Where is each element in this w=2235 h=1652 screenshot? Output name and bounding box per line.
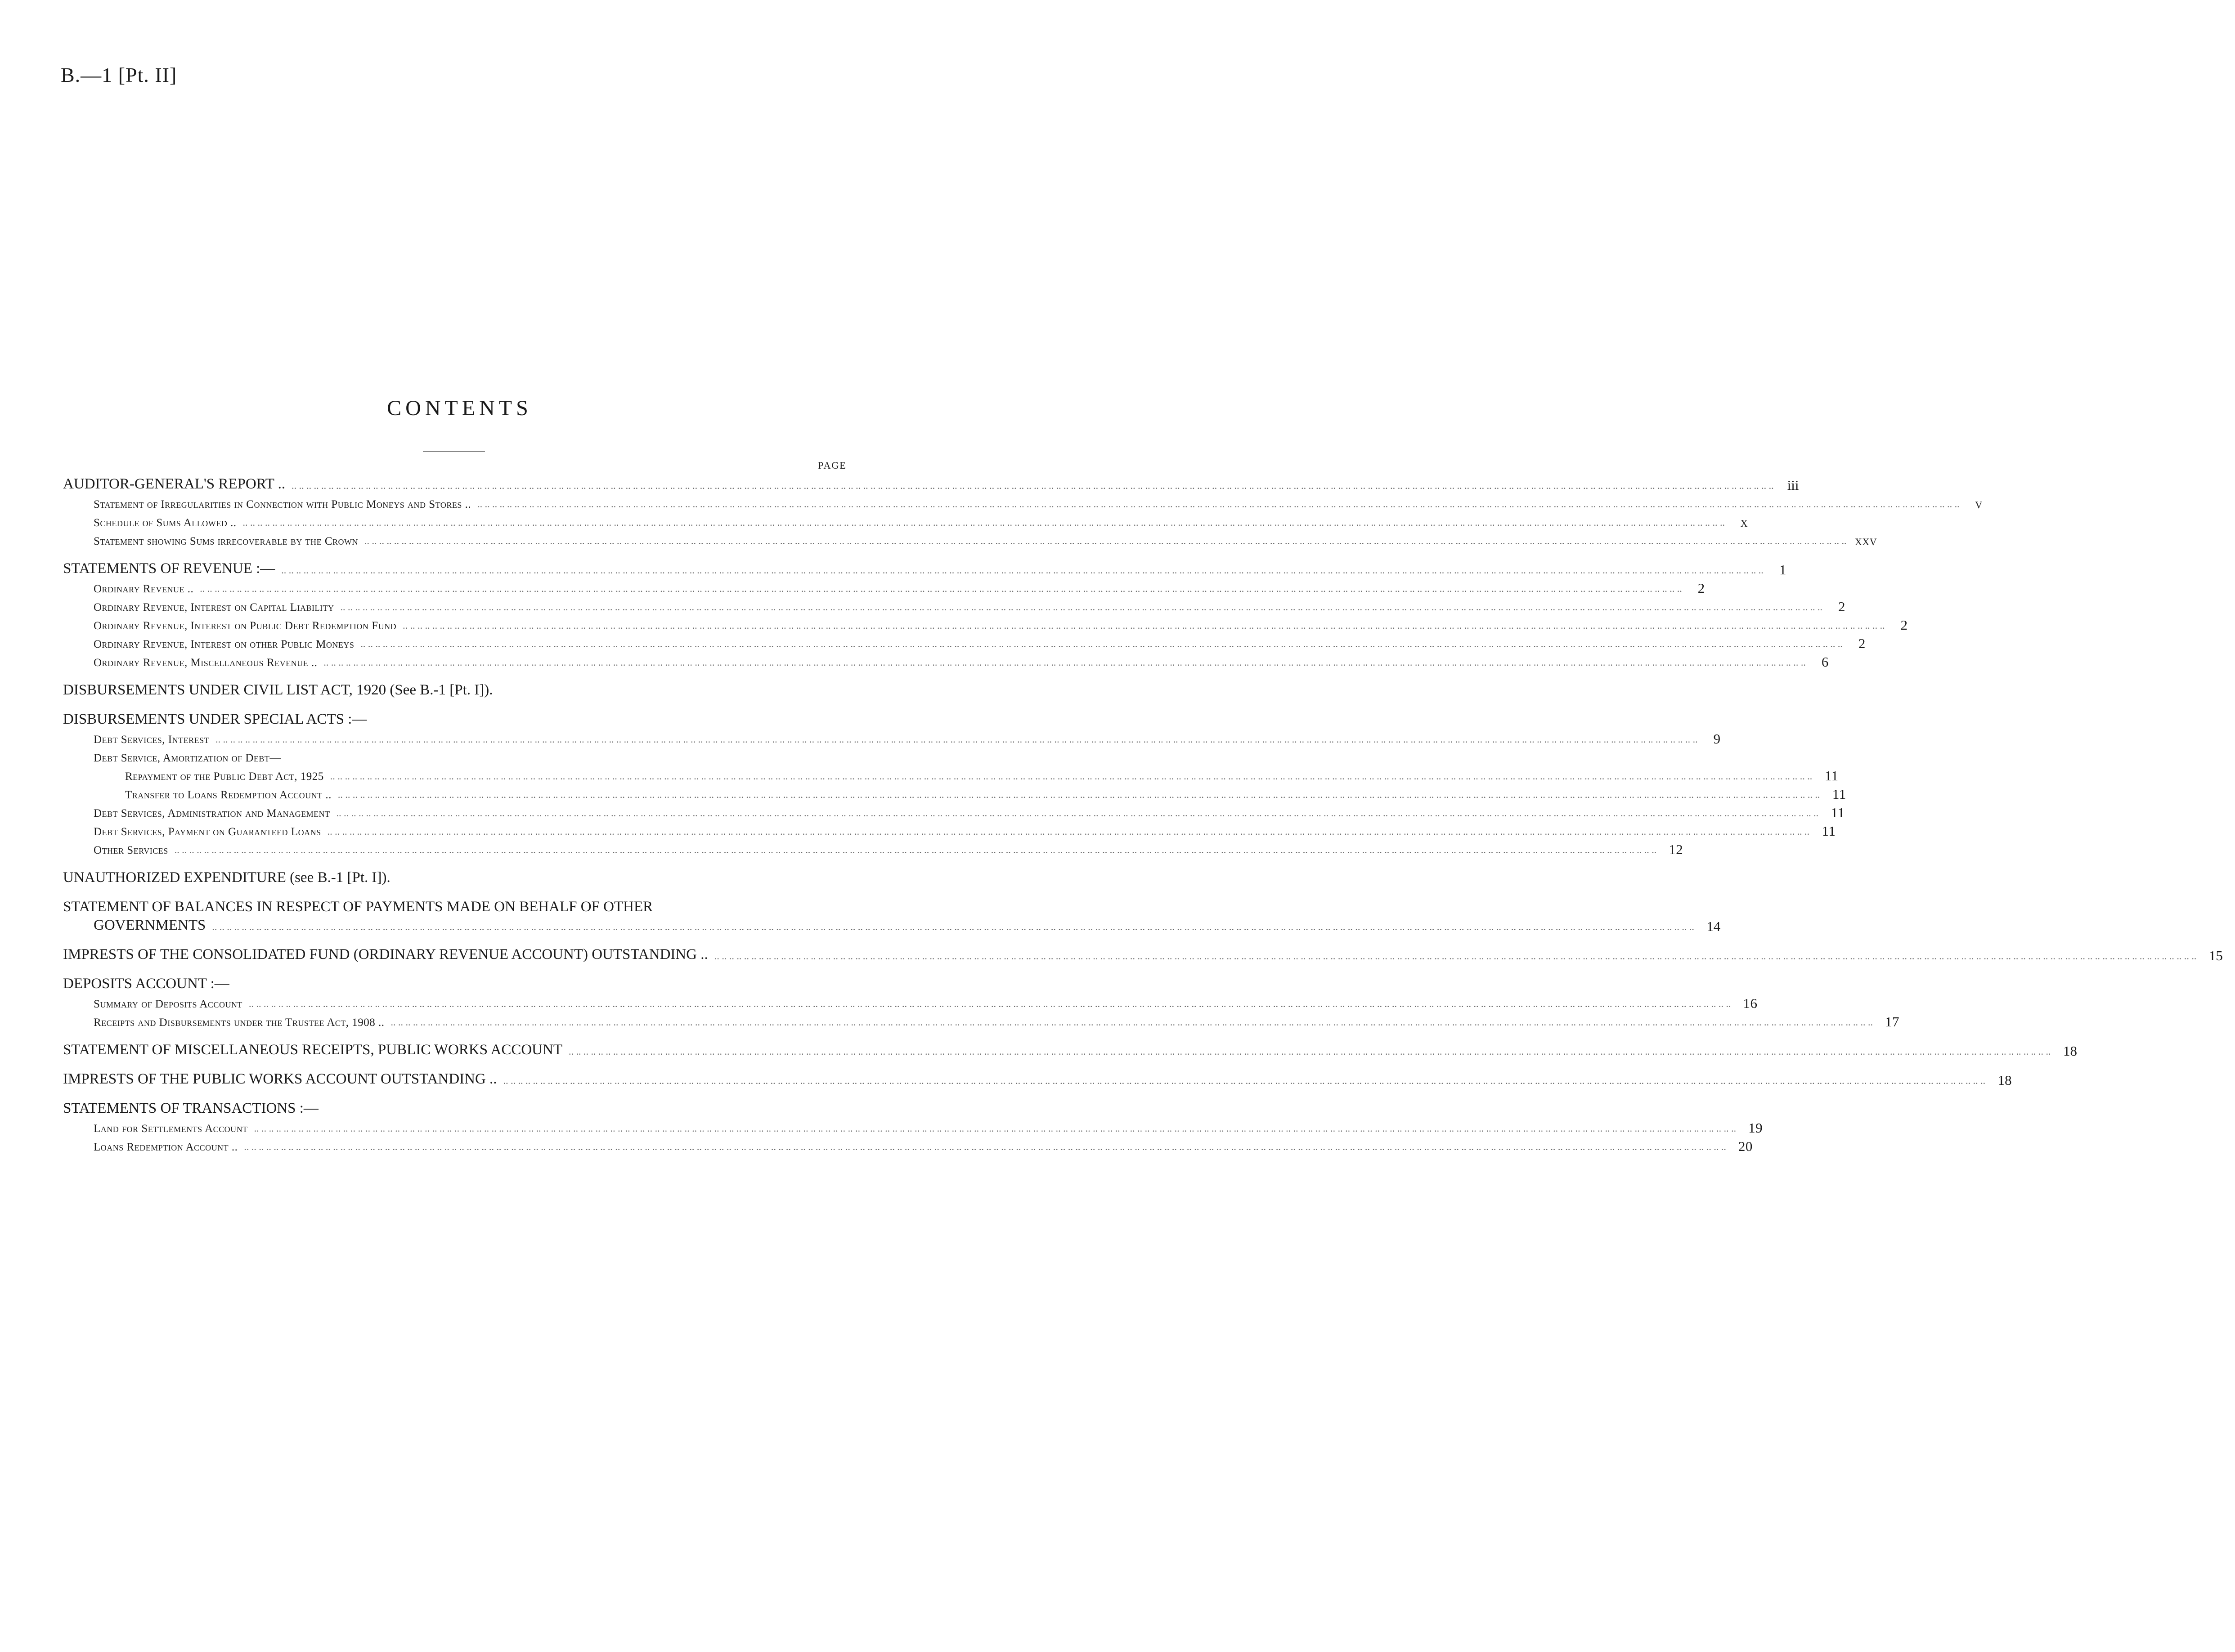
dot-leader: .. .. .. .. .. .. .. .. .. .. .. .. .. .. .. .. .. .. .. .. .. .. .. .. .. .. .. .. .. .. .. .. .. .. .. .. .. .. .. .. .. .. .. .. .. .. .. .. .. .. .. .. .. .. .. .. .. .. .. .. .. .. .. .. .. .. .. .. .. .. .. .. .. .. .. .. .. .. .. .. .. .. .. .. .. .. .. .. .. .. .. .. .. .. .. .. .. .. .. .. .. .. .. .. .. .. .. .. .. .. .. .. .. .. .. .. .. .. .. .. .. .. .. .. .. .. .. .. .. .. .. .. .. .. .. .. .. .. .. .. .. .. .. .. .. .. .. .. .. .. .. .. .. .. .. .. .. .. .. .. .. .. .. .. .. .. .. .. .. .. .. .. .. .. .. .. .. .. .. .. .. .. .. .. .. .. .. .. .. .. .. .. .. .. .. .. .. .. .. .. — [336, 807, 1819, 819]
toc-entry-page: 17 — [1885, 1014, 1899, 1030]
toc-entry-page: 9 — [1713, 731, 1721, 747]
toc-entry — [63, 476, 1799, 494]
title-divider — [423, 451, 485, 452]
dot-leader: .. .. .. .. .. .. .. .. .. .. .. .. .. .. .. .. .. .. .. .. .. .. .. .. .. .. .. .. .. .. .. .. .. .. .. .. .. .. .. .. .. .. .. .. .. .. .. .. .. .. .. .. .. .. .. .. .. .. .. .. .. .. .. .. .. .. .. .. .. .. .. .. .. .. .. .. .. .. .. .. .. .. .. .. .. .. .. .. .. .. .. .. .. .. .. .. .. .. .. .. .. .. .. .. .. .. .. .. .. .. .. .. .. .. .. .. .. .. .. .. .. .. .. .. .. .. .. .. .. .. .. .. .. .. .. .. .. .. .. .. .. .. .. .. .. .. .. .. .. .. .. .. .. .. .. .. .. .. .. .. .. .. .. .. .. .. .. .. .. .. .. .. .. .. .. .. .. .. .. .. .. .. .. .. .. .. .. .. .. .. .. .. .. .. .. .. .. .. .. .. — [330, 770, 1813, 782]
dot-leader: .. .. .. .. .. .. .. .. .. .. .. .. .. .. .. .. .. .. .. .. .. .. .. .. .. .. .. .. .. .. .. .. .. .. .. .. .. .. .. .. .. .. .. .. .. .. .. .. .. .. .. .. .. .. .. .. .. .. .. .. .. .. .. .. .. .. .. .. .. .. .. .. .. .. .. .. .. .. .. .. .. .. .. .. .. .. .. .. .. .. .. .. .. .. .. .. .. .. .. .. .. .. .. .. .. .. .. .. .. .. .. .. .. .. .. .. .. .. .. .. .. .. .. .. .. .. .. .. .. .. .. .. .. .. .. .. .. .. .. .. .. .. .. .. .. .. .. .. .. .. .. .. .. .. .. .. .. .. .. .. .. .. .. .. .. .. .. .. .. .. .. .. .. .. .. .. .. .. .. .. .. .. .. .. .. .. .. .. .. .. .. .. .. .. .. .. .. .. .. .. — [364, 535, 1847, 546]
dot-leader: .. .. .. .. .. .. .. .. .. .. .. .. .. .. .. .. .. .. .. .. .. .. .. .. .. .. .. .. .. .. .. .. .. .. .. .. .. .. .. .. .. .. .. .. .. .. .. .. .. .. .. .. .. .. .. .. .. .. .. .. .. .. .. .. .. .. .. .. .. .. .. .. .. .. .. .. .. .. .. .. .. .. .. .. .. .. .. .. .. .. .. .. .. .. .. .. .. .. .. .. .. .. .. .. .. .. .. .. .. .. .. .. .. .. .. .. .. .. .. .. .. .. .. .. .. .. .. .. .. .. .. .. .. .. .. .. .. .. .. .. .. .. .. .. .. .. .. .. .. .. .. .. .. .. .. .. .. .. .. .. .. .. .. .. .. .. .. .. .. .. .. .. .. .. .. .. .. .. .. .. .. .. .. .. .. .. .. .. .. .. .. .. .. .. .. .. .. .. .. .. — [281, 564, 1764, 576]
toc-entry-page: iii — [1787, 477, 1799, 493]
toc-entry-label: STATEMENTS OF TRANSACTIONS :— — [63, 1100, 319, 1116]
dot-leader: .. .. .. .. .. .. .. .. .. .. .. .. .. .. .. .. .. .. .. .. .. .. .. .. .. .. .. .. .. .. .. .. .. .. .. .. .. .. .. .. .. .. .. .. .. .. .. .. .. .. .. .. .. .. .. .. .. .. .. .. .. .. .. .. .. .. .. .. .. .. .. .. .. .. .. .. .. .. .. .. .. .. .. .. .. .. .. .. .. .. .. .. .. .. .. .. .. .. .. .. .. .. .. .. .. .. .. .. .. .. .. .. .. .. .. .. .. .. .. .. .. .. .. .. .. .. .. .. .. .. .. .. .. .. .. .. .. .. .. .. .. .. .. .. .. .. .. .. .. .. .. .. .. .. .. .. .. .. .. .. .. .. .. .. .. .. .. .. .. .. .. .. .. .. .. .. .. .. .. .. .. .. .. .. .. .. .. .. .. .. .. .. .. .. .. .. .. .. .. .. — [242, 517, 1725, 528]
toc-entry-label: Statement of Irregularities in Connection with Public Moneys and Stores .. — [94, 498, 471, 510]
toc-entry — [63, 1042, 2077, 1060]
toc-entry — [63, 1119, 1763, 1137]
toc-entry — [63, 748, 855, 766]
toc-entry — [63, 1100, 855, 1119]
toc-entry — [63, 653, 1829, 671]
toc-entry — [63, 803, 1845, 822]
toc-entry — [63, 513, 1748, 531]
toc-entry-label: STATEMENTS OF REVENUE :— — [63, 560, 275, 577]
toc-entry-page: 19 — [1748, 1120, 1763, 1136]
toc-entry-page: 11 — [1824, 768, 1839, 783]
toc-entry-page: xxv — [1854, 533, 1877, 548]
toc-entry — [63, 1071, 2012, 1089]
toc-entry — [63, 976, 855, 994]
dot-leader: .. .. .. .. .. .. .. .. .. .. .. .. .. .. .. .. .. .. .. .. .. .. .. .. .. .. .. .. .. .. .. .. .. .. .. .. .. .. .. .. .. .. .. .. .. .. .. .. .. .. .. .. .. .. .. .. .. .. .. .. .. .. .. .. .. .. .. .. .. .. .. .. .. .. .. .. .. .. .. .. .. .. .. .. .. .. .. .. .. .. .. .. .. .. .. .. .. .. .. .. .. .. .. .. .. .. .. .. .. .. .. .. .. .. .. .. .. .. .. .. .. .. .. .. .. .. .. .. .. .. .. .. .. .. .. .. .. .. .. .. .. .. .. .. .. .. .. .. .. .. .. .. .. .. .. .. .. .. .. .. .. .. .. .. .. .. .. .. .. .. .. .. .. .. .. .. .. .. .. .. .. .. .. .. .. .. .. .. .. .. .. .. .. .. .. .. .. .. .. .. — [714, 950, 2197, 962]
toc-entry-label: IMPRESTS OF THE PUBLIC WORKS ACCOUNT OUTSTANDING .. — [63, 1071, 497, 1087]
toc-entry-page: 11 — [1822, 823, 1836, 839]
toc-entry-label: DEPOSITS ACCOUNT :— — [63, 976, 229, 992]
toc-entry — [63, 1137, 1753, 1155]
toc-entry — [63, 616, 1908, 634]
toc-entry-label: Other Services — [94, 844, 168, 856]
toc-entry-page: 2 — [1900, 617, 1908, 633]
toc-entry-page: 11 — [1832, 786, 1846, 802]
toc-entry — [63, 766, 1839, 785]
toc-entry-label: GOVERNMENTS — [94, 917, 206, 933]
toc-entry-label: AUDITOR-GENERAL'S REPORT .. — [63, 476, 286, 492]
toc-entry-page: 14 — [1706, 918, 1721, 934]
dot-leader: .. .. .. .. .. .. .. .. .. .. .. .. .. .. .. .. .. .. .. .. .. .. .. .. .. .. .. .. .. .. .. .. .. .. .. .. .. .. .. .. .. .. .. .. .. .. .. .. .. .. .. .. .. .. .. .. .. .. .. .. .. .. .. .. .. .. .. .. .. .. .. .. .. .. .. .. .. .. .. .. .. .. .. .. .. .. .. .. .. .. .. .. .. .. .. .. .. .. .. .. .. .. .. .. .. .. .. .. .. .. .. .. .. .. .. .. .. .. .. .. .. .. .. .. .. .. .. .. .. .. .. .. .. .. .. .. .. .. .. .. .. .. .. .. .. .. .. .. .. .. .. .. .. .. .. .. .. .. .. .. .. .. .. .. .. .. .. .. .. .. .. .. .. .. .. .. .. .. .. .. .. .. .. .. .. .. .. .. .. .. .. .. .. .. .. .. .. .. .. .. — [215, 734, 1698, 745]
dot-leader: .. .. .. .. .. .. .. .. .. .. .. .. .. .. .. .. .. .. .. .. .. .. .. .. .. .. .. .. .. .. .. .. .. .. .. .. .. .. .. .. .. .. .. .. .. .. .. .. .. .. .. .. .. .. .. .. .. .. .. .. .. .. .. .. .. .. .. .. .. .. .. .. .. .. .. .. .. .. .. .. .. .. .. .. .. .. .. .. .. .. .. .. .. .. .. .. .. .. .. .. .. .. .. .. .. .. .. .. .. .. .. .. .. .. .. .. .. .. .. .. .. .. .. .. .. .. .. .. .. .. .. .. .. .. .. .. .. .. .. .. .. .. .. .. .. .. .. .. .. .. .. .. .. .. .. .. .. .. .. .. .. .. .. .. .. .. .. .. .. .. .. .. .. .. .. .. .. .. .. .. .. .. .. .. .. .. .. .. .. .. .. .. .. .. .. .. .. .. .. .. — [477, 498, 1960, 510]
table-of-contents — [63, 476, 2223, 1155]
toc-entry-page: 20 — [1738, 1138, 1753, 1154]
dot-leader: .. .. .. .. .. .. .. .. .. .. .. .. .. .. .. .. .. .. .. .. .. .. .. .. .. .. .. .. .. .. .. .. .. .. .. .. .. .. .. .. .. .. .. .. .. .. .. .. .. .. .. .. .. .. .. .. .. .. .. .. .. .. .. .. .. .. .. .. .. .. .. .. .. .. .. .. .. .. .. .. .. .. .. .. .. .. .. .. .. .. .. .. .. .. .. .. .. .. .. .. .. .. .. .. .. .. .. .. .. .. .. .. .. .. .. .. .. .. .. .. .. .. .. .. .. .. .. .. .. .. .. .. .. .. .. .. .. .. .. .. .. .. .. .. .. .. .. .. .. .. .. .. .. .. .. .. .. .. .. .. .. .. .. .. .. .. .. .. .. .. .. .. .. .. .. .. .. .. .. .. .. .. .. .. .. .. .. .. .. .. .. .. .. .. .. .. .. .. .. .. — [569, 1046, 2051, 1057]
toc-entry-label: Schedule of Sums Allowed .. — [94, 517, 237, 529]
page-title: CONTENTS — [387, 396, 532, 420]
toc-entry-page: 16 — [1743, 995, 1758, 1011]
toc-entry — [63, 560, 1786, 579]
toc-entry-label: Debt Services, Interest — [94, 734, 210, 746]
dot-leader: .. .. .. .. .. .. .. .. .. .. .. .. .. .. .. .. .. .. .. .. .. .. .. .. .. .. .. .. .. .. .. .. .. .. .. .. .. .. .. .. .. .. .. .. .. .. .. .. .. .. .. .. .. .. .. .. .. .. .. .. .. .. .. .. .. .. .. .. .. .. .. .. .. .. .. .. .. .. .. .. .. .. .. .. .. .. .. .. .. .. .. .. .. .. .. .. .. .. .. .. .. .. .. .. .. .. .. .. .. .. .. .. .. .. .. .. .. .. .. .. .. .. .. .. .. .. .. .. .. .. .. .. .. .. .. .. .. .. .. .. .. .. .. .. .. .. .. .. .. .. .. .. .. .. .. .. .. .. .. .. .. .. .. .. .. .. .. .. .. .. .. .. .. .. .. .. .. .. .. .. .. .. .. .. .. .. .. .. .. .. .. .. .. .. .. .. .. .. .. .. — [174, 844, 1657, 855]
dot-leader: .. .. .. .. .. .. .. .. .. .. .. .. .. .. .. .. .. .. .. .. .. .. .. .. .. .. .. .. .. .. .. .. .. .. .. .. .. .. .. .. .. .. .. .. .. .. .. .. .. .. .. .. .. .. .. .. .. .. .. .. .. .. .. .. .. .. .. .. .. .. .. .. .. .. .. .. .. .. .. .. .. .. .. .. .. .. .. .. .. .. .. .. .. .. .. .. .. .. .. .. .. .. .. .. .. .. .. .. .. .. .. .. .. .. .. .. .. .. .. .. .. .. .. .. .. .. .. .. .. .. .. .. .. .. .. .. .. .. .. .. .. .. .. .. .. .. .. .. .. .. .. .. .. .. .. .. .. .. .. .. .. .. .. .. .. .. .. .. .. .. .. .. .. .. .. .. .. .. .. .. .. .. .. .. .. .. .. .. .. .. .. .. .. .. .. .. .. .. .. .. — [390, 1016, 1873, 1028]
toc-entry-label: Receipts and Disbursements under the Trustee Act, 1908 .. — [94, 1016, 385, 1029]
toc-entry — [63, 682, 855, 700]
toc-entry-label: DISBURSEMENTS UNDER CIVIL LIST ACT, 1920 (See B.-1 [Pt. I]). — [63, 682, 493, 698]
toc-entry — [63, 899, 855, 917]
toc-entry-page: 1 — [1779, 562, 1786, 578]
toc-entry-page: x — [1740, 514, 1748, 530]
toc-entry — [63, 785, 1846, 803]
toc-entry-label: IMPRESTS OF THE CONSOLIDATED FUND (ORDINARY REVENUE ACCOUNT) OUTSTANDING .. — [63, 946, 708, 963]
toc-entry — [63, 579, 1705, 597]
toc-entry — [63, 822, 1836, 840]
dot-leader: .. .. .. .. .. .. .. .. .. .. .. .. .. .. .. .. .. .. .. .. .. .. .. .. .. .. .. .. .. .. .. .. .. .. .. .. .. .. .. .. .. .. .. .. .. .. .. .. .. .. .. .. .. .. .. .. .. .. .. .. .. .. .. .. .. .. .. .. .. .. .. .. .. .. .. .. .. .. .. .. .. .. .. .. .. .. .. .. .. .. .. .. .. .. .. .. .. .. .. .. .. .. .. .. .. .. .. .. .. .. .. .. .. .. .. .. .. .. .. .. .. .. .. .. .. .. .. .. .. .. .. .. .. .. .. .. .. .. .. .. .. .. .. .. .. .. .. .. .. .. .. .. .. .. .. .. .. .. .. .. .. .. .. .. .. .. .. .. .. .. .. .. .. .. .. .. .. .. .. .. .. .. .. .. .. .. .. .. .. .. .. .. .. .. .. .. .. .. .. .. — [292, 480, 1774, 491]
toc-entry-page: 15 — [2208, 948, 2223, 963]
dot-leader: .. .. .. .. .. .. .. .. .. .. .. .. .. .. .. .. .. .. .. .. .. .. .. .. .. .. .. .. .. .. .. .. .. .. .. .. .. .. .. .. .. .. .. .. .. .. .. .. .. .. .. .. .. .. .. .. .. .. .. .. .. .. .. .. .. .. .. .. .. .. .. .. .. .. .. .. .. .. .. .. .. .. .. .. .. .. .. .. .. .. .. .. .. .. .. .. .. .. .. .. .. .. .. .. .. .. .. .. .. .. .. .. .. .. .. .. .. .. .. .. .. .. .. .. .. .. .. .. .. .. .. .. .. .. .. .. .. .. .. .. .. .. .. .. .. .. .. .. .. .. .. .. .. .. .. .. .. .. .. .. .. .. .. .. .. .. .. .. .. .. .. .. .. .. .. .. .. .. .. .. .. .. .. .. .. .. .. .. .. .. .. .. .. .. .. .. .. .. .. .. — [244, 1141, 1726, 1152]
toc-entry — [63, 730, 1721, 748]
dot-leader: .. .. .. .. .. .. .. .. .. .. .. .. .. .. .. .. .. .. .. .. .. .. .. .. .. .. .. .. .. .. .. .. .. .. .. .. .. .. .. .. .. .. .. .. .. .. .. .. .. .. .. .. .. .. .. .. .. .. .. .. .. .. .. .. .. .. .. .. .. .. .. .. .. .. .. .. .. .. .. .. .. .. .. .. .. .. .. .. .. .. .. .. .. .. .. .. .. .. .. .. .. .. .. .. .. .. .. .. .. .. .. .. .. .. .. .. .. .. .. .. .. .. .. .. .. .. .. .. .. .. .. .. .. .. .. .. .. .. .. .. .. .. .. .. .. .. .. .. .. .. .. .. .. .. .. .. .. .. .. .. .. .. .. .. .. .. .. .. .. .. .. .. .. .. .. .. .. .. .. .. .. .. .. .. .. .. .. .. .. .. .. .. .. .. .. .. .. .. .. .. — [360, 638, 1843, 649]
toc-entry-label: Transfer to Loans Redemption Account .. — [125, 789, 332, 801]
document-reference: B.—1 [Pt. II] — [61, 63, 177, 86]
toc-entry-label: Ordinary Revenue, Interest on other Public Moneys — [94, 638, 355, 650]
toc-entry-label: STATEMENT OF BALANCES IN RESPECT OF PAYMENTS MADE ON BEHALF OF OTHER — [63, 899, 653, 915]
toc-entry — [63, 634, 1866, 653]
toc-entry-page: 18 — [2063, 1043, 2077, 1059]
dot-leader: .. .. .. .. .. .. .. .. .. .. .. .. .. .. .. .. .. .. .. .. .. .. .. .. .. .. .. .. .. .. .. .. .. .. .. .. .. .. .. .. .. .. .. .. .. .. .. .. .. .. .. .. .. .. .. .. .. .. .. .. .. .. .. .. .. .. .. .. .. .. .. .. .. .. .. .. .. .. .. .. .. .. .. .. .. .. .. .. .. .. .. .. .. .. .. .. .. .. .. .. .. .. .. .. .. .. .. .. .. .. .. .. .. .. .. .. .. .. .. .. .. .. .. .. .. .. .. .. .. .. .. .. .. .. .. .. .. .. .. .. .. .. .. .. .. .. .. .. .. .. .. .. .. .. .. .. .. .. .. .. .. .. .. .. .. .. .. .. .. .. .. .. .. .. .. .. .. .. .. .. .. .. .. .. .. .. .. .. .. .. .. .. .. .. .. .. .. .. .. .. — [340, 601, 1823, 613]
toc-entry — [63, 946, 2223, 965]
toc-entry-page: 12 — [1669, 842, 1683, 857]
toc-entry-label: Ordinary Revenue .. — [94, 583, 194, 595]
toc-entry-label: Ordinary Revenue, Miscellaneous Revenue .. — [94, 657, 318, 669]
toc-entry — [63, 531, 1877, 550]
page-column-label: PAGE — [818, 460, 847, 471]
toc-entry — [63, 494, 1983, 513]
toc-entry-label: Land for Settlements Account — [94, 1123, 248, 1135]
dot-leader: .. .. .. .. .. .. .. .. .. .. .. .. .. .. .. .. .. .. .. .. .. .. .. .. .. .. .. .. .. .. .. .. .. .. .. .. .. .. .. .. .. .. .. .. .. .. .. .. .. .. .. .. .. .. .. .. .. .. .. .. .. .. .. .. .. .. .. .. .. .. .. .. .. .. .. .. .. .. .. .. .. .. .. .. .. .. .. .. .. .. .. .. .. .. .. .. .. .. .. .. .. .. .. .. .. .. .. .. .. .. .. .. .. .. .. .. .. .. .. .. .. .. .. .. .. .. .. .. .. .. .. .. .. .. .. .. .. .. .. .. .. .. .. .. .. .. .. .. .. .. .. .. .. .. .. .. .. .. .. .. .. .. .. .. .. .. .. .. .. .. .. .. .. .. .. .. .. .. .. .. .. .. .. .. .. .. .. .. .. .. .. .. .. .. .. .. .. .. .. .. — [254, 1123, 1737, 1134]
toc-entry-page: 11 — [1831, 805, 1845, 820]
toc-entry-label: Loans Redemption Account .. — [94, 1141, 238, 1153]
toc-entry-page: v — [1975, 496, 1983, 511]
toc-entry-label: Debt Services, Payment on Guaranteed Loans — [94, 826, 321, 838]
toc-entry — [63, 917, 1721, 936]
toc-entry — [63, 1012, 1899, 1031]
dot-leader: .. .. .. .. .. .. .. .. .. .. .. .. .. .. .. .. .. .. .. .. .. .. .. .. .. .. .. .. .. .. .. .. .. .. .. .. .. .. .. .. .. .. .. .. .. .. .. .. .. .. .. .. .. .. .. .. .. .. .. .. .. .. .. .. .. .. .. .. .. .. .. .. .. .. .. .. .. .. .. .. .. .. .. .. .. .. .. .. .. .. .. .. .. .. .. .. .. .. .. .. .. .. .. .. .. .. .. .. .. .. .. .. .. .. .. .. .. .. .. .. .. .. .. .. .. .. .. .. .. .. .. .. .. .. .. .. .. .. .. .. .. .. .. .. .. .. .. .. .. .. .. .. .. .. .. .. .. .. .. .. .. .. .. .. .. .. .. .. .. .. .. .. .. .. .. .. .. .. .. .. .. .. .. .. .. .. .. .. .. .. .. .. .. .. .. .. .. .. .. .. — [403, 620, 1885, 631]
toc-entry-label: Ordinary Revenue, Interest on Public Debt Redemption Fund — [94, 620, 397, 632]
toc-entry — [63, 994, 1758, 1012]
toc-entry-label: Debt Service, Amortization of Debt— — [94, 752, 281, 764]
toc-entry-page: 2 — [1838, 599, 1846, 614]
toc-entry-label: Ordinary Revenue, Interest on Capital Liability — [94, 601, 334, 613]
toc-entry-page: 6 — [1821, 654, 1829, 670]
dot-leader: .. .. .. .. .. .. .. .. .. .. .. .. .. .. .. .. .. .. .. .. .. .. .. .. .. .. .. .. .. .. .. .. .. .. .. .. .. .. .. .. .. .. .. .. .. .. .. .. .. .. .. .. .. .. .. .. .. .. .. .. .. .. .. .. .. .. .. .. .. .. .. .. .. .. .. .. .. .. .. .. .. .. .. .. .. .. .. .. .. .. .. .. .. .. .. .. .. .. .. .. .. .. .. .. .. .. .. .. .. .. .. .. .. .. .. .. .. .. .. .. .. .. .. .. .. .. .. .. .. .. .. .. .. .. .. .. .. .. .. .. .. .. .. .. .. .. .. .. .. .. .. .. .. .. .. .. .. .. .. .. .. .. .. .. .. .. .. .. .. .. .. .. .. .. .. .. .. .. .. .. .. .. .. .. .. .. .. .. .. .. .. .. .. .. .. .. .. .. .. .. — [248, 998, 1731, 1009]
toc-entry-page: 18 — [1997, 1072, 2012, 1088]
dot-leader: .. .. .. .. .. .. .. .. .. .. .. .. .. .. .. .. .. .. .. .. .. .. .. .. .. .. .. .. .. .. .. .. .. .. .. .. .. .. .. .. .. .. .. .. .. .. .. .. .. .. .. .. .. .. .. .. .. .. .. .. .. .. .. .. .. .. .. .. .. .. .. .. .. .. .. .. .. .. .. .. .. .. .. .. .. .. .. .. .. .. .. .. .. .. .. .. .. .. .. .. .. .. .. .. .. .. .. .. .. .. .. .. .. .. .. .. .. .. .. .. .. .. .. .. .. .. .. .. .. .. .. .. .. .. .. .. .. .. .. .. .. .. .. .. .. .. .. .. .. .. .. .. .. .. .. .. .. .. .. .. .. .. .. .. .. .. .. .. .. .. .. .. .. .. .. .. .. .. .. .. .. .. .. .. .. .. .. .. .. .. .. .. .. .. .. .. .. .. .. .. — [337, 789, 1820, 800]
toc-entry — [63, 597, 1846, 616]
dot-leader: .. .. .. .. .. .. .. .. .. .. .. .. .. .. .. .. .. .. .. .. .. .. .. .. .. .. .. .. .. .. .. .. .. .. .. .. .. .. .. .. .. .. .. .. .. .. .. .. .. .. .. .. .. .. .. .. .. .. .. .. .. .. .. .. .. .. .. .. .. .. .. .. .. .. .. .. .. .. .. .. .. .. .. .. .. .. .. .. .. .. .. .. .. .. .. .. .. .. .. .. .. .. .. .. .. .. .. .. .. .. .. .. .. .. .. .. .. .. .. .. .. .. .. .. .. .. .. .. .. .. .. .. .. .. .. .. .. .. .. .. .. .. .. .. .. .. .. .. .. .. .. .. .. .. .. .. .. .. .. .. .. .. .. .. .. .. .. .. .. .. .. .. .. .. .. .. .. .. .. .. .. .. .. .. .. .. .. .. .. .. .. .. .. .. .. .. .. .. .. .. — [323, 657, 1806, 668]
dot-leader: .. .. .. .. .. .. .. .. .. .. .. .. .. .. .. .. .. .. .. .. .. .. .. .. .. .. .. .. .. .. .. .. .. .. .. .. .. .. .. .. .. .. .. .. .. .. .. .. .. .. .. .. .. .. .. .. .. .. .. .. .. .. .. .. .. .. .. .. .. .. .. .. .. .. .. .. .. .. .. .. .. .. .. .. .. .. .. .. .. .. .. .. .. .. .. .. .. .. .. .. .. .. .. .. .. .. .. .. .. .. .. .. .. .. .. .. .. .. .. .. .. .. .. .. .. .. .. .. .. .. .. .. .. .. .. .. .. .. .. .. .. .. .. .. .. .. .. .. .. .. .. .. .. .. .. .. .. .. .. .. .. .. .. .. .. .. .. .. .. .. .. .. .. .. .. .. .. .. .. .. .. .. .. .. .. .. .. .. .. .. .. .. .. .. .. .. .. .. .. .. — [200, 583, 1682, 594]
toc-entry — [63, 840, 1683, 859]
toc-entry-label: Statement showing Sums irrecoverable by the Crown — [94, 535, 359, 547]
toc-entry-page: 2 — [1858, 636, 1866, 651]
toc-entry-label: DISBURSEMENTS UNDER SPECIAL ACTS :— — [63, 711, 367, 727]
dot-leader: .. .. .. .. .. .. .. .. .. .. .. .. .. .. .. .. .. .. .. .. .. .. .. .. .. .. .. .. .. .. .. .. .. .. .. .. .. .. .. .. .. .. .. .. .. .. .. .. .. .. .. .. .. .. .. .. .. .. .. .. .. .. .. .. .. .. .. .. .. .. .. .. .. .. .. .. .. .. .. .. .. .. .. .. .. .. .. .. .. .. .. .. .. .. .. .. .. .. .. .. .. .. .. .. .. .. .. .. .. .. .. .. .. .. .. .. .. .. .. .. .. .. .. .. .. .. .. .. .. .. .. .. .. .. .. .. .. .. .. .. .. .. .. .. .. .. .. .. .. .. .. .. .. .. .. .. .. .. .. .. .. .. .. .. .. .. .. .. .. .. .. .. .. .. .. .. .. .. .. .. .. .. .. .. .. .. .. .. .. .. .. .. .. .. .. .. .. .. .. .. — [212, 921, 1694, 932]
toc-entry — [63, 869, 855, 888]
toc-entry — [63, 711, 855, 730]
toc-entry-label: STATEMENT OF MISCELLANEOUS RECEIPTS, PUBLIC WORKS ACCOUNT — [63, 1042, 562, 1058]
toc-entry-label: Debt Services, Administration and Management — [94, 807, 330, 819]
dot-leader: .. .. .. .. .. .. .. .. .. .. .. .. .. .. .. .. .. .. .. .. .. .. .. .. .. .. .. .. .. .. .. .. .. .. .. .. .. .. .. .. .. .. .. .. .. .. .. .. .. .. .. .. .. .. .. .. .. .. .. .. .. .. .. .. .. .. .. .. .. .. .. .. .. .. .. .. .. .. .. .. .. .. .. .. .. .. .. .. .. .. .. .. .. .. .. .. .. .. .. .. .. .. .. .. .. .. .. .. .. .. .. .. .. .. .. .. .. .. .. .. .. .. .. .. .. .. .. .. .. .. .. .. .. .. .. .. .. .. .. .. .. .. .. .. .. .. .. .. .. .. .. .. .. .. .. .. .. .. .. .. .. .. .. .. .. .. .. .. .. .. .. .. .. .. .. .. .. .. .. .. .. .. .. .. .. .. .. .. .. .. .. .. .. .. .. .. .. .. .. .. — [503, 1075, 1986, 1086]
toc-entry-label: UNAUTHORIZED EXPENDITURE (see B.-1 [Pt. I]). — [63, 869, 390, 886]
toc-entry-page: 2 — [1697, 580, 1705, 596]
toc-entry-label: Summary of Deposits Account — [94, 998, 242, 1010]
toc-entry-label: Repayment of the Public Debt Act, 1925 — [125, 770, 324, 783]
dot-leader: .. .. .. .. .. .. .. .. .. .. .. .. .. .. .. .. .. .. .. .. .. .. .. .. .. .. .. .. .. .. .. .. .. .. .. .. .. .. .. .. .. .. .. .. .. .. .. .. .. .. .. .. .. .. .. .. .. .. .. .. .. .. .. .. .. .. .. .. .. .. .. .. .. .. .. .. .. .. .. .. .. .. .. .. .. .. .. .. .. .. .. .. .. .. .. .. .. .. .. .. .. .. .. .. .. .. .. .. .. .. .. .. .. .. .. .. .. .. .. .. .. .. .. .. .. .. .. .. .. .. .. .. .. .. .. .. .. .. .. .. .. .. .. .. .. .. .. .. .. .. .. .. .. .. .. .. .. .. .. .. .. .. .. .. .. .. .. .. .. .. .. .. .. .. .. .. .. .. .. .. .. .. .. .. .. .. .. .. .. .. .. .. .. .. .. .. .. .. .. .. — [327, 826, 1810, 837]
